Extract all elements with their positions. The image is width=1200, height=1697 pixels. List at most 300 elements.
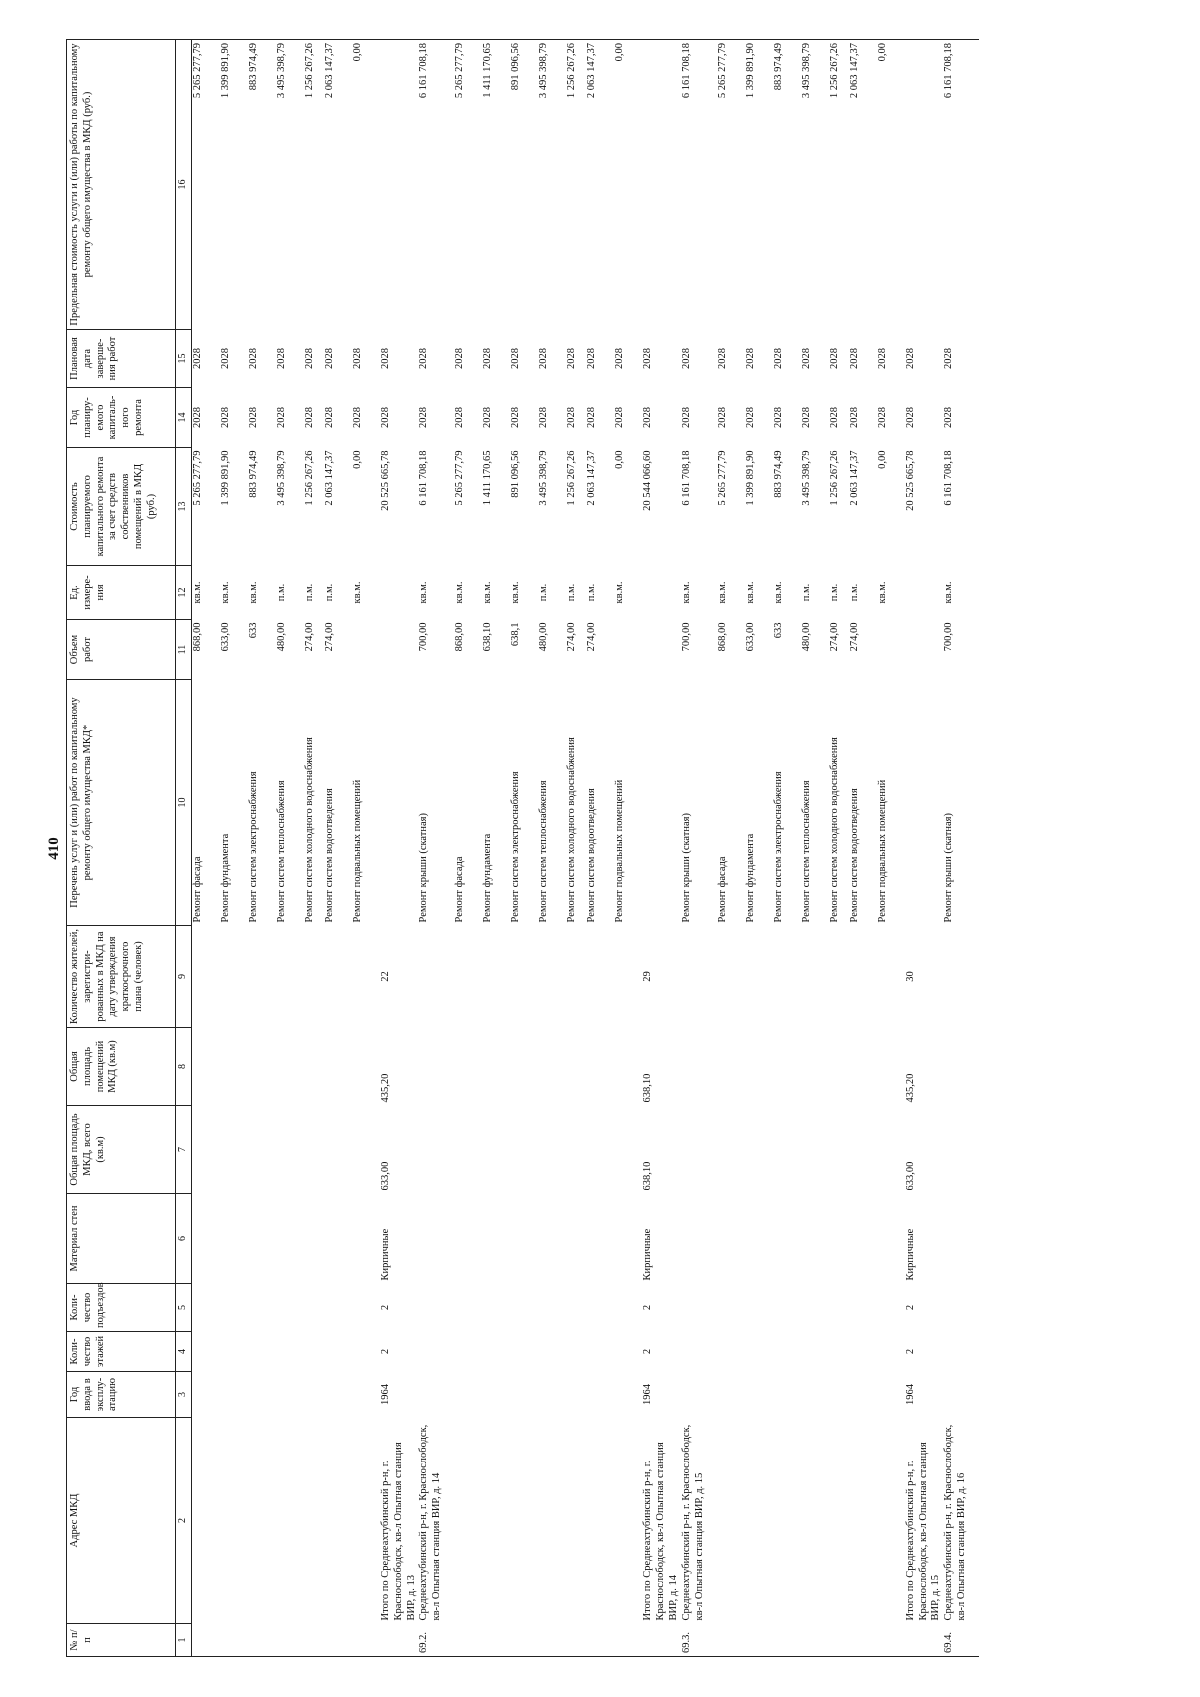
table-cell: 20 525 665,78 — [904, 450, 916, 511]
table-cell: 2 — [642, 1348, 654, 1355]
table-cell — [877, 1418, 905, 1624]
column-number-cell: 9 — [176, 926, 192, 1028]
table-cell: 2028 — [904, 407, 916, 428]
table-cell — [586, 1332, 614, 1372]
table-cell: 2028 — [248, 348, 259, 369]
table-cell — [510, 1332, 538, 1372]
table-cell — [849, 1372, 877, 1418]
table-cell — [614, 1194, 642, 1284]
header-cell: Общая площадь помещений МКД (кв.м) — [67, 1028, 176, 1106]
table-cell — [681, 1332, 717, 1372]
table-row — [418, 40, 454, 1657]
table-cell: 633,00 — [904, 1161, 916, 1191]
header-cell: Коли-чество подъездов — [67, 1284, 176, 1332]
table-cell: 2028 — [772, 348, 784, 369]
table-cell: 480,00 — [538, 622, 550, 652]
table-cell: 2028 — [744, 348, 756, 369]
table-cell — [510, 1028, 538, 1106]
table-cell — [248, 1106, 276, 1194]
table-cell: п.м. — [538, 583, 550, 602]
table-cell — [482, 1332, 510, 1372]
table-cell: Итого по Среднеахтубинский р-н, г. Краснослободск, кв-л Опытная станция ВИР, д. 13 — [380, 1442, 417, 1621]
column-number-cell: 11 — [176, 620, 192, 680]
table-cell — [566, 1624, 586, 1657]
table-cell — [566, 1418, 586, 1624]
repair-plan-table — [66, 39, 979, 1657]
table-cell: 2028 — [586, 407, 598, 428]
table-cell: 1 256 267,26 — [566, 40, 586, 330]
table-cell: 2028 — [482, 348, 494, 369]
table-row — [538, 40, 566, 1657]
table-cell — [454, 1028, 482, 1106]
table-cell — [276, 1418, 304, 1624]
table-cell — [192, 1194, 221, 1284]
table-cell: 29 — [642, 971, 654, 982]
page-number: 410 — [46, 837, 62, 860]
table-cell — [454, 1624, 482, 1657]
table-cell — [773, 926, 801, 1028]
table-cell: 633,00 — [220, 622, 231, 652]
table-cell — [717, 1194, 745, 1284]
table-cell: 2028 — [744, 407, 756, 428]
table-cell: 0,00 — [614, 450, 626, 469]
table-cell: 2028 — [848, 348, 860, 369]
header-cell: Коли-чество этажей — [67, 1332, 176, 1372]
table-cell: 2 063 147,37 — [324, 40, 352, 330]
table-cell — [566, 1284, 586, 1332]
table-cell: 3 495 398,79 — [800, 450, 812, 506]
table-cell — [454, 1418, 482, 1624]
table-cell — [538, 1332, 566, 1372]
table-cell: 883 974,49 — [772, 450, 784, 498]
table-cell: 435,20 — [380, 1073, 391, 1103]
table-cell — [324, 1284, 352, 1332]
table-cell — [586, 1106, 614, 1194]
table-cell — [352, 1284, 380, 1332]
table-cell — [801, 926, 829, 1028]
table-cell: 2028 — [586, 348, 598, 369]
table-cell — [943, 1194, 979, 1284]
table-cell — [352, 926, 380, 1028]
table-cell — [220, 1372, 248, 1418]
table-cell: 2028 — [828, 348, 840, 369]
table-cell — [538, 1028, 566, 1106]
table-cell: 868,00 — [454, 622, 466, 652]
table-cell — [717, 1372, 745, 1418]
table-cell: 1 256 267,26 — [304, 40, 324, 330]
column-number-cell: 16 — [176, 40, 192, 330]
table-cell: 700,00 — [418, 622, 430, 652]
table-cell: Ремонт подвальных помещений — [876, 779, 888, 923]
table-cell — [220, 926, 248, 1028]
table-cell: кв.м. — [680, 581, 692, 604]
table-cell — [717, 1028, 745, 1106]
table-cell: 883 974,49 — [248, 40, 276, 330]
table-cell — [849, 1418, 877, 1624]
table-cell — [849, 1028, 877, 1106]
table-cell: 20 525 665,78 — [380, 450, 391, 511]
table-cell: Среднеахтубинский р-н, г. Краснослободск, кв-л Опытная станция ВИР, д. 16 — [943, 1424, 967, 1621]
table-cell: кв.м. — [510, 581, 522, 604]
table-cell — [681, 1106, 717, 1194]
table-cell — [877, 1106, 905, 1194]
table-cell — [586, 1028, 614, 1106]
table-cell: 2028 — [380, 407, 391, 428]
table-cell — [681, 1194, 717, 1284]
table-cell: кв.м. — [418, 581, 430, 604]
table-cell — [773, 1624, 801, 1657]
table-cell — [324, 926, 352, 1028]
table-cell — [482, 1194, 510, 1284]
table-row — [877, 40, 905, 1657]
table-cell — [614, 1284, 642, 1332]
table-cell — [905, 40, 943, 330]
table-cell: 1 256 267,26 — [566, 450, 578, 506]
table-cell: 274,00 — [566, 622, 578, 652]
table-cell: п.м. — [586, 583, 598, 602]
table-cell — [614, 1028, 642, 1106]
table-cell: 2028 — [642, 407, 654, 428]
table-cell: 638,1 — [510, 622, 522, 647]
total-row — [380, 40, 418, 1657]
table-cell — [801, 1418, 829, 1624]
table-cell: 2028 — [304, 348, 315, 369]
table-cell — [877, 1624, 905, 1657]
table-row — [220, 40, 248, 1657]
table-cell: Ремонт систем холодного водоснабжения — [304, 737, 315, 923]
table-cell: 2028 — [566, 407, 578, 428]
table-cell — [745, 1194, 773, 1284]
table-cell: 2028 — [848, 407, 860, 428]
table-cell — [276, 1624, 304, 1657]
table-cell — [220, 1284, 248, 1332]
table-cell: 2028 — [510, 348, 522, 369]
table-cell: 1964 — [904, 1384, 916, 1405]
table-cell: 1 256 267,26 — [829, 40, 849, 330]
table-cell: Среднеахтубинский р-н, г. Краснослободск, кв-л Опытная станция ВИР, д. 14 — [418, 1424, 443, 1621]
table-row — [482, 40, 510, 1657]
table-cell — [304, 1194, 324, 1284]
table-cell: 700,00 — [943, 622, 955, 652]
table-cell: кв.м. — [454, 581, 466, 604]
table-cell — [829, 926, 849, 1028]
table-cell — [681, 1284, 717, 1332]
table-cell: 2028 — [614, 348, 626, 369]
table-cell — [276, 926, 304, 1028]
table-cell: кв.м. — [192, 581, 203, 604]
table-cell — [849, 1194, 877, 1284]
column-number-cell: 2 — [176, 1418, 192, 1624]
total-row — [905, 40, 943, 1657]
header-cell: № п/п — [67, 1624, 176, 1657]
table-cell: 2028 — [248, 407, 259, 428]
header-cell: Стоимость планируемого капитального ремонта за счет средств собственников помещений в МКД (руб.) — [67, 448, 176, 566]
table-cell: 6 161 708,18 — [680, 450, 692, 506]
table-cell — [352, 620, 380, 680]
table-cell: 891 096,56 — [510, 450, 522, 498]
table-cell — [304, 1028, 324, 1106]
table-cell — [454, 1284, 482, 1332]
table-cell — [773, 1284, 801, 1332]
table-cell: 2028 — [352, 348, 363, 369]
table-row — [304, 40, 324, 1657]
header-cell: Количество жителей, зарегистри-рованных в МКД на дату утверждения краткосрочного плана (человек) — [67, 926, 176, 1028]
table-cell — [849, 1106, 877, 1194]
column-number-cell: 8 — [176, 1028, 192, 1106]
table-cell — [877, 1372, 905, 1418]
table-cell — [829, 1624, 849, 1657]
table-cell — [745, 1028, 773, 1106]
header-cell: Предельная стоимость услуги и (или) работы по капитальному ремонту общего имущества в МКД (руб.) — [67, 40, 176, 330]
table-cell: Ремонт фундамента — [482, 833, 494, 923]
table-row — [773, 40, 801, 1657]
table-cell: 2028 — [943, 348, 955, 369]
table-cell: п.м. — [800, 583, 812, 602]
table-row — [943, 40, 979, 1657]
table-cell — [192, 1418, 221, 1624]
table-cell: Ремонт систем электроснабжения — [510, 771, 522, 923]
table-cell: 2028 — [716, 348, 728, 369]
table-cell — [276, 1028, 304, 1106]
table-cell — [538, 1372, 566, 1418]
table-cell — [829, 1372, 849, 1418]
table-cell: Ремонт систем теплоснабжения — [276, 780, 287, 923]
table-cell — [829, 1106, 849, 1194]
table-cell — [192, 1372, 221, 1418]
column-number-cell: 6 — [176, 1194, 192, 1284]
table-cell — [380, 40, 418, 330]
table-cell — [220, 1624, 248, 1657]
table-cell: кв.м. — [352, 581, 363, 604]
table-cell: 2028 — [304, 407, 315, 428]
table-cell: 2028 — [943, 407, 955, 428]
table-cell: 2028 — [680, 407, 692, 428]
table-cell — [614, 1372, 642, 1418]
table-cell: 2028 — [324, 348, 335, 369]
table-cell — [801, 1194, 829, 1284]
table-cell: Ремонт фундамента — [744, 833, 756, 923]
table-cell — [454, 1372, 482, 1418]
table-cell — [681, 1028, 717, 1106]
table-cell: 5 265 277,79 — [454, 40, 482, 330]
header-cell: Объем работ — [67, 620, 176, 680]
table-cell — [829, 1028, 849, 1106]
table-cell — [801, 1284, 829, 1332]
table-cell: 6 161 708,18 — [943, 40, 979, 330]
table-cell — [566, 1332, 586, 1372]
table-cell: 2 — [642, 1304, 654, 1311]
table-row — [745, 40, 773, 1657]
table-cell: 1 411 170,65 — [482, 450, 494, 506]
table-cell: 638,10 — [642, 1073, 654, 1103]
table-cell — [276, 1194, 304, 1284]
table-cell: Итого по Среднеахтубинский р-н, г. Краснослободск, кв-л Опытная станция ВИР, д. 15 — [904, 1442, 942, 1621]
table-cell: Ремонт систем электроснабжения — [248, 771, 259, 923]
table-cell: Ремонт систем водоотведения — [848, 788, 860, 923]
table-cell: 3 495 398,79 — [538, 450, 550, 506]
table-cell: 2028 — [510, 407, 522, 428]
table-cell: 6 161 708,18 — [418, 40, 454, 330]
table-cell: кв.м. — [220, 581, 231, 604]
table-cell — [510, 1624, 538, 1657]
column-number-cell: 15 — [176, 330, 192, 388]
table-cell — [773, 1372, 801, 1418]
table-cell — [566, 926, 586, 1028]
table-cell: 69.2. — [418, 1624, 454, 1657]
table-cell — [538, 1106, 566, 1194]
table-cell — [352, 1332, 380, 1372]
header-cell: Год планиру-емого капиталь-ного ремонта — [67, 388, 176, 448]
table-cell — [566, 1028, 586, 1106]
table-cell: 2 063 147,37 — [586, 40, 614, 330]
table-cell — [614, 1332, 642, 1372]
table-cell — [538, 926, 566, 1028]
table-cell — [248, 1194, 276, 1284]
table-cell — [877, 1332, 905, 1372]
table-cell: 2028 — [614, 407, 626, 428]
table-cell — [745, 1418, 773, 1624]
table-cell — [324, 1624, 352, 1657]
table-cell: 3 495 398,79 — [276, 40, 304, 330]
table-row — [352, 40, 380, 1657]
table-header-row — [67, 40, 176, 1657]
table-cell — [248, 1028, 276, 1106]
table-row — [717, 40, 745, 1657]
table-cell — [717, 1106, 745, 1194]
table-cell — [220, 1028, 248, 1106]
table-cell: 3 495 398,79 — [276, 450, 287, 506]
table-row — [614, 40, 642, 1657]
table-cell: 2028 — [380, 348, 391, 369]
table-cell — [192, 1106, 221, 1194]
table-cell — [220, 1332, 248, 1372]
table-cell — [380, 680, 418, 926]
table-cell — [482, 1106, 510, 1194]
table-cell: 1964 — [380, 1384, 391, 1405]
table-cell — [829, 1332, 849, 1372]
column-number-cell: 3 — [176, 1372, 192, 1418]
table-cell: 0,00 — [614, 40, 642, 330]
table-cell — [745, 1106, 773, 1194]
table-cell — [482, 926, 510, 1028]
total-row — [642, 40, 680, 1657]
table-cell: 2028 — [716, 407, 728, 428]
table-cell — [849, 1624, 877, 1657]
table-cell: 5 265 277,79 — [192, 40, 221, 330]
table-cell — [510, 926, 538, 1028]
table-row — [681, 40, 717, 1657]
table-cell — [192, 1624, 221, 1657]
table-cell — [192, 1028, 221, 1106]
table-cell — [352, 1194, 380, 1284]
table-cell: Ремонт фасада — [454, 856, 466, 923]
table-cell: Ремонт систем водоотведения — [586, 788, 598, 923]
table-cell — [877, 1028, 905, 1106]
table-cell — [566, 1372, 586, 1418]
table-cell — [745, 1372, 773, 1418]
table-cell — [352, 1106, 380, 1194]
table-cell: 2028 — [220, 407, 231, 428]
table-cell — [586, 926, 614, 1028]
table-cell — [614, 926, 642, 1028]
table-cell: 480,00 — [800, 622, 812, 652]
table-cell — [829, 1194, 849, 1284]
table-cell — [681, 1372, 717, 1418]
table-cell: 0,00 — [352, 40, 380, 330]
table-cell: 638,10 — [642, 1161, 654, 1191]
table-cell: 633 — [248, 622, 259, 639]
table-cell: 3 495 398,79 — [801, 40, 829, 330]
table-cell: 2028 — [876, 348, 888, 369]
table-cell — [801, 1028, 829, 1106]
header-cell: Плановая дата заверше-ния работ — [67, 330, 176, 388]
table-cell: 633 — [772, 622, 784, 639]
table-cell — [943, 1372, 979, 1418]
table-cell: Ремонт подвальных помещений — [614, 779, 626, 923]
table-cell: Кирпичные — [904, 1228, 916, 1281]
table-cell: Ремонт систем теплоснабжения — [538, 780, 550, 923]
table-cell — [566, 1194, 586, 1284]
table-cell: 2028 — [800, 348, 812, 369]
table-cell — [877, 1194, 905, 1284]
table-cell — [482, 1418, 510, 1624]
table-cell — [801, 1372, 829, 1418]
table-cell: 1 411 170,65 — [482, 40, 510, 330]
table-cell — [943, 1028, 979, 1106]
table-cell: 891 096,56 — [510, 40, 538, 330]
table-cell: 2 063 147,37 — [324, 450, 335, 506]
header-cell: Перечень услуг и (или) работ по капитальному ремонту общего имущества МКД* — [67, 680, 176, 926]
table-cell: 69.3. — [681, 1624, 717, 1657]
table-cell — [681, 926, 717, 1028]
table-cell: 1964 — [642, 1384, 654, 1405]
table-cell — [717, 1418, 745, 1624]
table-row — [566, 40, 586, 1657]
table-cell: 2028 — [352, 407, 363, 428]
table-cell — [510, 1418, 538, 1624]
table-cell: 1 256 267,26 — [828, 450, 840, 506]
table-cell — [773, 1028, 801, 1106]
table-cell: 274,00 — [828, 622, 840, 652]
table-cell: 22 — [380, 971, 391, 982]
table-cell: 700,00 — [680, 622, 692, 652]
table-cell — [248, 926, 276, 1028]
table-cell — [829, 1284, 849, 1332]
table-cell — [538, 1418, 566, 1624]
table-cell — [418, 926, 454, 1028]
table-cell: Итого по Среднеахтубинский р-н, г. Краснослободск, кв-л Опытная станция ВИР, д. 14 — [642, 1442, 679, 1621]
table-cell — [220, 1418, 248, 1624]
table-cell: 2028 — [418, 348, 430, 369]
table-cell: 0,00 — [876, 450, 888, 469]
table-cell — [829, 1418, 849, 1624]
table-cell — [220, 1194, 248, 1284]
table-cell — [642, 1624, 680, 1657]
table-cell — [352, 1418, 380, 1624]
table-cell: Ремонт систем водоотведения — [324, 788, 335, 923]
table-cell — [849, 926, 877, 1028]
table-cell — [248, 1624, 276, 1657]
table-cell — [482, 1624, 510, 1657]
table-cell: Ремонт систем холодного водоснабжения — [566, 737, 578, 923]
table-cell: 30 — [904, 971, 916, 982]
table-row — [276, 40, 304, 1657]
table-cell — [586, 1194, 614, 1284]
table-cell: кв.м. — [876, 581, 888, 604]
table-cell — [538, 1194, 566, 1284]
table-cell — [418, 1194, 454, 1284]
table-cell: 2028 — [642, 348, 654, 369]
